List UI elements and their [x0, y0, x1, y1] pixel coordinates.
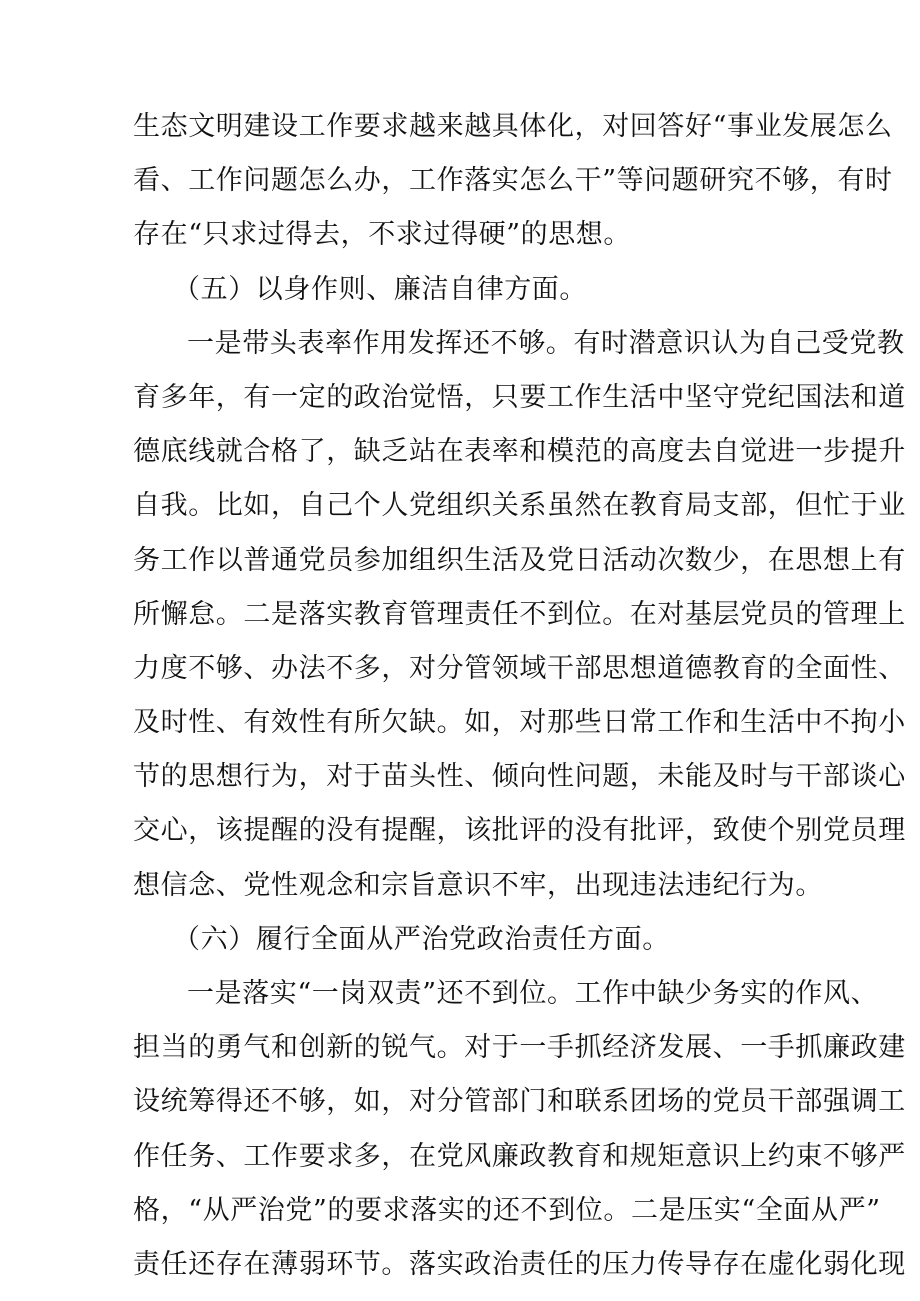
text-line-20: 作任务、工作要求多，在党风廉政教育和规矩意识上约束不够严 [133, 1140, 906, 1172]
text-line-9: 务工作以普通党员参加组织生活及党日活动次数少，在思想上有 [133, 544, 906, 576]
text-line-18: 担当的勇气和创新的锐气。对于一手抓经济发展、一手抓廉政建 [133, 1032, 906, 1064]
text-line-12: 及时性、有效性有所欠缺。如，对那些日常工作和生活中不拘小 [133, 707, 906, 739]
section-heading-6: （六）履行全面从严治党政治责任方面。 [173, 923, 670, 955]
text-line-19: 设统筹得还不够，如，对分管部门和联系团场的党员干部强调工 [133, 1086, 906, 1118]
text-line-10: 所懈怠。二是落实教育管理责任不到位。在对基层党员的管理上 [133, 598, 906, 630]
text-line-13: 节的思想行为，对于苗头性、倾向性问题，未能及时与干部谈心 [133, 761, 906, 793]
text-line-14: 交心，该提醒的没有提醒，该批评的没有批评，致使个别党员理 [133, 815, 906, 847]
text-line-7: 德底线就合格了，缺乏站在表率和模范的高度去自觉进一步提升 [133, 436, 906, 468]
text-line-3: 存在“只求过得去，不求过得硬”的思想。 [133, 219, 632, 251]
text-line-22: 责任还存在薄弱环节。落实政治责任的压力传导存在虚化弱化现 [133, 1248, 906, 1280]
section-heading-5: （五）以身作则、廉洁自律方面。 [173, 273, 587, 305]
text-line-15: 想信念、党性观念和宗旨意识不牢，出现违法违纪行为。 [133, 869, 823, 901]
text-line-2: 看、工作问题怎么办，工作落实怎么干”等问题研究不够，有时 [133, 165, 893, 197]
text-line-6: 育多年，有一定的政治觉悟，只要工作生活中坚守党纪国法和道 [133, 381, 906, 413]
text-line-5: 一是带头表率作用发挥还不够。有时潜意识认为自己受党教 [187, 327, 905, 359]
text-line-1: 生态文明建设工作要求越来越具体化，对回答好“事业发展怎么 [133, 111, 893, 142]
text-line-17: 一是落实“一岗双责”还不到位。工作中缺少务实的作风、 [187, 978, 879, 1009]
text-line-8: 自我。比如，自己个人党组织关系虽然在教育局支部，但忙于业 [133, 490, 906, 522]
text-line-21: 格，“从严治党”的要求落实的还不到位。二是压实“全面从严” [133, 1194, 881, 1226]
text-line-11: 力度不够、办法不多，对分管领域干部思想道德教育的全面性、 [133, 652, 906, 684]
